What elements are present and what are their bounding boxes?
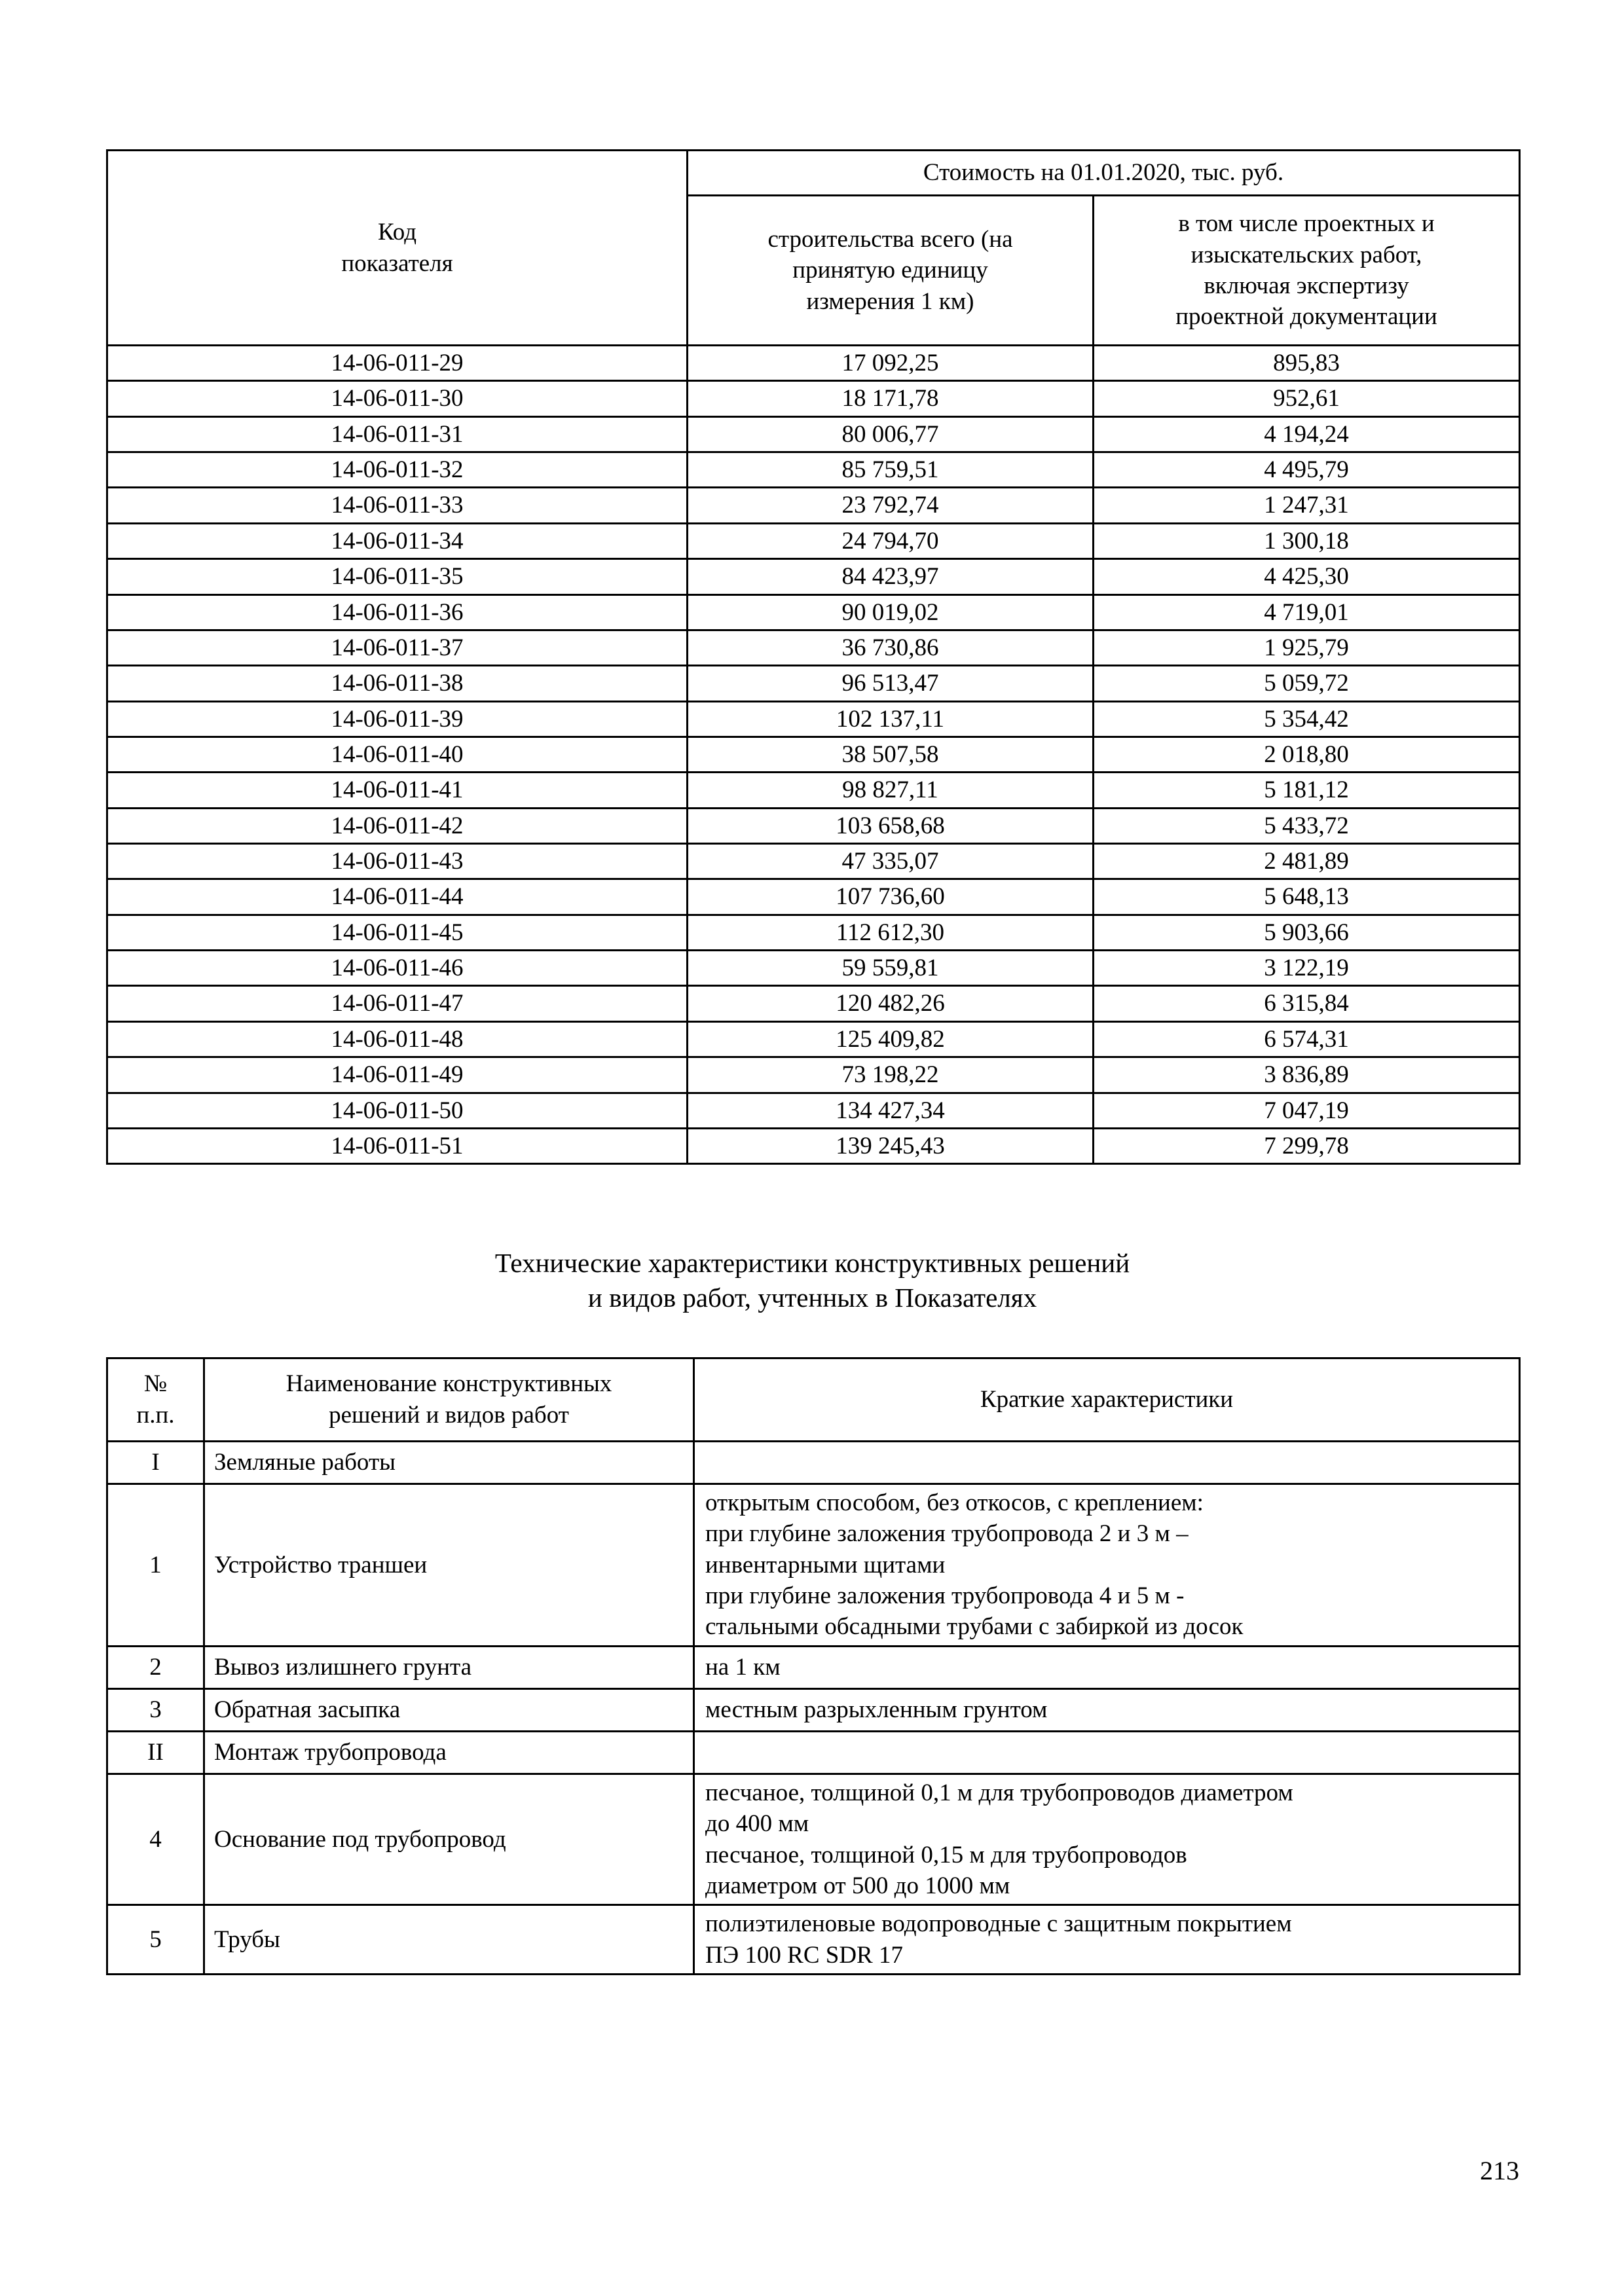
section-heading <box>106 1246 1519 1316</box>
table-row <box>107 1057 1520 1093</box>
cell-code: 14-06-011-33 <box>107 488 688 523</box>
cell-design: 6 574,31 <box>1094 1021 1520 1057</box>
cell-code: 14-06-011-43 <box>107 844 688 879</box>
cell-description <box>694 1905 1520 1975</box>
cell-total: 73 198,22 <box>688 1057 1094 1093</box>
header-total-line2: принятую единицу <box>792 257 988 284</box>
cell-name: Устройство траншеи <box>204 1484 694 1647</box>
cell-total: 139 245,43 <box>688 1128 1094 1163</box>
table-row <box>107 630 1520 665</box>
header-code-line1: Код <box>377 219 417 246</box>
cell-code: 14-06-011-30 <box>107 381 688 416</box>
description-line: открытым способом, без откосов, с креплением: <box>705 1489 1204 1516</box>
header-design-line1: в том числе проектных и <box>1178 210 1435 238</box>
table-row <box>107 1128 1520 1163</box>
header-cell-total <box>688 196 1094 346</box>
cell-design: 3 122,19 <box>1094 951 1520 986</box>
cell-total: 84 423,97 <box>688 559 1094 594</box>
cell-total: 47 335,07 <box>688 844 1094 879</box>
description-line: стальными обсадными трубами с забиркой из досок <box>705 1613 1244 1641</box>
cell-number: 1 <box>107 1484 204 1647</box>
cell-code: 14-06-011-44 <box>107 879 688 915</box>
cell-total: 107 736,60 <box>688 879 1094 915</box>
cost-table-head-row-1 <box>107 151 1520 196</box>
cell-design: 4 425,30 <box>1094 559 1520 594</box>
table-row <box>107 1905 1520 1975</box>
cell-total: 98 827,11 <box>688 773 1094 808</box>
cell-design: 5 648,13 <box>1094 879 1520 915</box>
table-row <box>107 951 1520 986</box>
cell-design: 3 836,89 <box>1094 1057 1520 1093</box>
cell-number: 2 <box>107 1646 204 1688</box>
header-num-line1: № <box>143 1370 168 1397</box>
header-design-line3: включая экспертизу <box>1204 272 1409 299</box>
cell-code: 14-06-011-51 <box>107 1128 688 1163</box>
cell-name: Обратная засыпка <box>204 1688 694 1731</box>
cell-total: 80 006,77 <box>688 416 1094 452</box>
header-design-line2: изыскательских работ, <box>1190 241 1422 268</box>
cell-design: 7 047,19 <box>1094 1093 1520 1128</box>
cell-description <box>694 1646 1520 1688</box>
cost-indicators-table <box>106 149 1521 1165</box>
table-row <box>107 844 1520 879</box>
cell-number: 5 <box>107 1905 204 1975</box>
description-line: диаметром от 500 до 1000 мм <box>705 1872 1010 1899</box>
cell-design: 1 247,31 <box>1094 488 1520 523</box>
tech-table-body <box>107 1442 1520 1975</box>
table-row <box>107 1731 1520 1774</box>
description-line: на 1 км <box>705 1654 781 1681</box>
table-row <box>107 346 1520 381</box>
description-line: при глубине заложения трубопровода 4 и 5 м - <box>705 1582 1185 1610</box>
cell-design: 6 315,84 <box>1094 986 1520 1021</box>
cell-code: 14-06-011-40 <box>107 737 688 772</box>
cell-design: 5 354,42 <box>1094 701 1520 737</box>
cell-design: 1 925,79 <box>1094 630 1520 665</box>
cell-total: 103 658,68 <box>688 808 1094 843</box>
description-line: местным разрыхленным грунтом <box>705 1696 1048 1724</box>
cell-description <box>694 1688 1520 1731</box>
cell-code: 14-06-011-37 <box>107 630 688 665</box>
header-num-line2: п.п. <box>136 1402 175 1429</box>
cell-description <box>694 1774 1520 1904</box>
header-name-line2: решений и видов работ <box>329 1402 569 1429</box>
description-line: инвентарными щитами <box>705 1551 946 1578</box>
cell-code: 14-06-011-41 <box>107 773 688 808</box>
cell-total: 18 171,78 <box>688 381 1094 416</box>
header-name-line1: Наименование конструктивных <box>286 1370 612 1397</box>
cell-total: 38 507,58 <box>688 737 1094 772</box>
cell-code: 14-06-011-45 <box>107 915 688 950</box>
table-row <box>107 1774 1520 1904</box>
cell-name: Земляные работы <box>204 1442 694 1484</box>
cell-description <box>694 1731 1520 1774</box>
table-row <box>107 915 1520 950</box>
cell-total: 24 794,70 <box>688 523 1094 558</box>
technical-characteristics-table <box>106 1357 1521 1975</box>
description-line: песчаное, толщиной 0,1 м для трубопроводов диаметром <box>705 1779 1293 1806</box>
table-row <box>107 594 1520 630</box>
description-line: песчаное, толщиной 0,15 м для трубопроводов <box>705 1841 1187 1868</box>
description-line: ПЭ 100 RC SDR 17 <box>705 1941 903 1969</box>
cell-total: 125 409,82 <box>688 1021 1094 1057</box>
section-heading-line2: и видов работ, учтенных в Показателях <box>587 1283 1037 1313</box>
cell-total: 59 559,81 <box>688 951 1094 986</box>
table-row <box>107 488 1520 523</box>
cell-code: 14-06-011-42 <box>107 808 688 843</box>
page-number: 213 <box>1480 2156 1519 2185</box>
cell-code: 14-06-011-47 <box>107 986 688 1021</box>
table-row <box>107 666 1520 701</box>
table-row <box>107 737 1520 772</box>
table-row <box>107 1688 1520 1731</box>
cell-design: 5 181,12 <box>1094 773 1520 808</box>
table-row <box>107 1442 1520 1484</box>
cell-code: 14-06-011-32 <box>107 452 688 488</box>
table-row <box>107 559 1520 594</box>
section-heading-line1: Технические характеристики конструктивных решений <box>494 1248 1130 1278</box>
header-cell-design <box>1094 196 1520 346</box>
cell-total: 112 612,30 <box>688 915 1094 950</box>
tech-table-head-row <box>107 1358 1520 1442</box>
cell-description <box>694 1484 1520 1647</box>
cell-design: 4 495,79 <box>1094 452 1520 488</box>
header-design-line4: проектной документации <box>1175 303 1437 331</box>
header-code-line2: показателя <box>341 249 453 277</box>
cell-total: 90 019,02 <box>688 594 1094 630</box>
cell-code: 14-06-011-39 <box>107 701 688 737</box>
cell-total: 96 513,47 <box>688 666 1094 701</box>
cell-number: I <box>107 1442 204 1484</box>
cell-design: 5 059,72 <box>1094 666 1520 701</box>
cost-table-container <box>106 149 1519 1165</box>
table-row <box>107 452 1520 488</box>
cell-total: 134 427,34 <box>688 1093 1094 1128</box>
header-cell-description: Краткие характеристики <box>694 1358 1520 1442</box>
cell-name: Основание под трубопровод <box>204 1774 694 1904</box>
header-cell-code <box>107 151 688 346</box>
cell-design: 2 018,80 <box>1094 737 1520 772</box>
cost-table-head <box>107 151 1520 346</box>
cell-code: 14-06-011-34 <box>107 523 688 558</box>
cell-total: 23 792,74 <box>688 488 1094 523</box>
cell-code: 14-06-011-50 <box>107 1093 688 1128</box>
cell-code: 14-06-011-38 <box>107 666 688 701</box>
description-line: полиэтиленовые водопроводные с защитным покрытием <box>705 1910 1292 1938</box>
header-cell-cost-group: Стоимость на 01.01.2020, тыс. руб. <box>688 151 1520 196</box>
tech-table-container <box>106 1357 1519 1975</box>
cell-number: 4 <box>107 1774 204 1904</box>
cell-code: 14-06-011-46 <box>107 951 688 986</box>
header-cell-name <box>204 1358 694 1442</box>
table-row <box>107 1021 1520 1057</box>
cell-total: 36 730,86 <box>688 630 1094 665</box>
cell-design: 5 903,66 <box>1094 915 1520 950</box>
description-line: при глубине заложения трубопровода 2 и 3 м – <box>705 1520 1189 1548</box>
table-row <box>107 1646 1520 1688</box>
table-row <box>107 986 1520 1021</box>
cell-design: 7 299,78 <box>1094 1128 1520 1163</box>
table-row <box>107 808 1520 843</box>
cell-name: Монтаж трубопровода <box>204 1731 694 1774</box>
cell-code: 14-06-011-49 <box>107 1057 688 1093</box>
table-row <box>107 879 1520 915</box>
cell-total: 120 482,26 <box>688 986 1094 1021</box>
cell-design: 895,83 <box>1094 346 1520 381</box>
cell-design: 2 481,89 <box>1094 844 1520 879</box>
cell-total: 85 759,51 <box>688 452 1094 488</box>
cost-table-body <box>107 346 1520 1164</box>
cell-design: 4 719,01 <box>1094 594 1520 630</box>
cell-code: 14-06-011-29 <box>107 346 688 381</box>
header-total-line1: строительства всего (на <box>767 225 1013 253</box>
cell-total: 17 092,25 <box>688 346 1094 381</box>
table-row <box>107 381 1520 416</box>
cell-code: 14-06-011-48 <box>107 1021 688 1057</box>
description-line: до 400 мм <box>705 1810 809 1838</box>
cell-number: II <box>107 1731 204 1774</box>
cell-total: 102 137,11 <box>688 701 1094 737</box>
cell-description <box>694 1442 1520 1484</box>
table-row <box>107 1093 1520 1128</box>
cell-name: Вывоз излишнего грунта <box>204 1646 694 1688</box>
cell-code: 14-06-011-31 <box>107 416 688 452</box>
header-total-line3: измерения 1 км) <box>806 287 974 315</box>
table-row <box>107 773 1520 808</box>
cell-number: 3 <box>107 1688 204 1731</box>
tech-table-head <box>107 1358 1520 1442</box>
table-row <box>107 523 1520 558</box>
cell-name: Трубы <box>204 1905 694 1975</box>
header-cell-number <box>107 1358 204 1442</box>
cell-code: 14-06-011-35 <box>107 559 688 594</box>
cell-design: 4 194,24 <box>1094 416 1520 452</box>
table-row <box>107 416 1520 452</box>
table-row <box>107 701 1520 737</box>
cell-code: 14-06-011-36 <box>107 594 688 630</box>
cell-design: 952,61 <box>1094 381 1520 416</box>
cell-design: 5 433,72 <box>1094 808 1520 843</box>
cell-design: 1 300,18 <box>1094 523 1520 558</box>
table-row <box>107 1484 1520 1647</box>
